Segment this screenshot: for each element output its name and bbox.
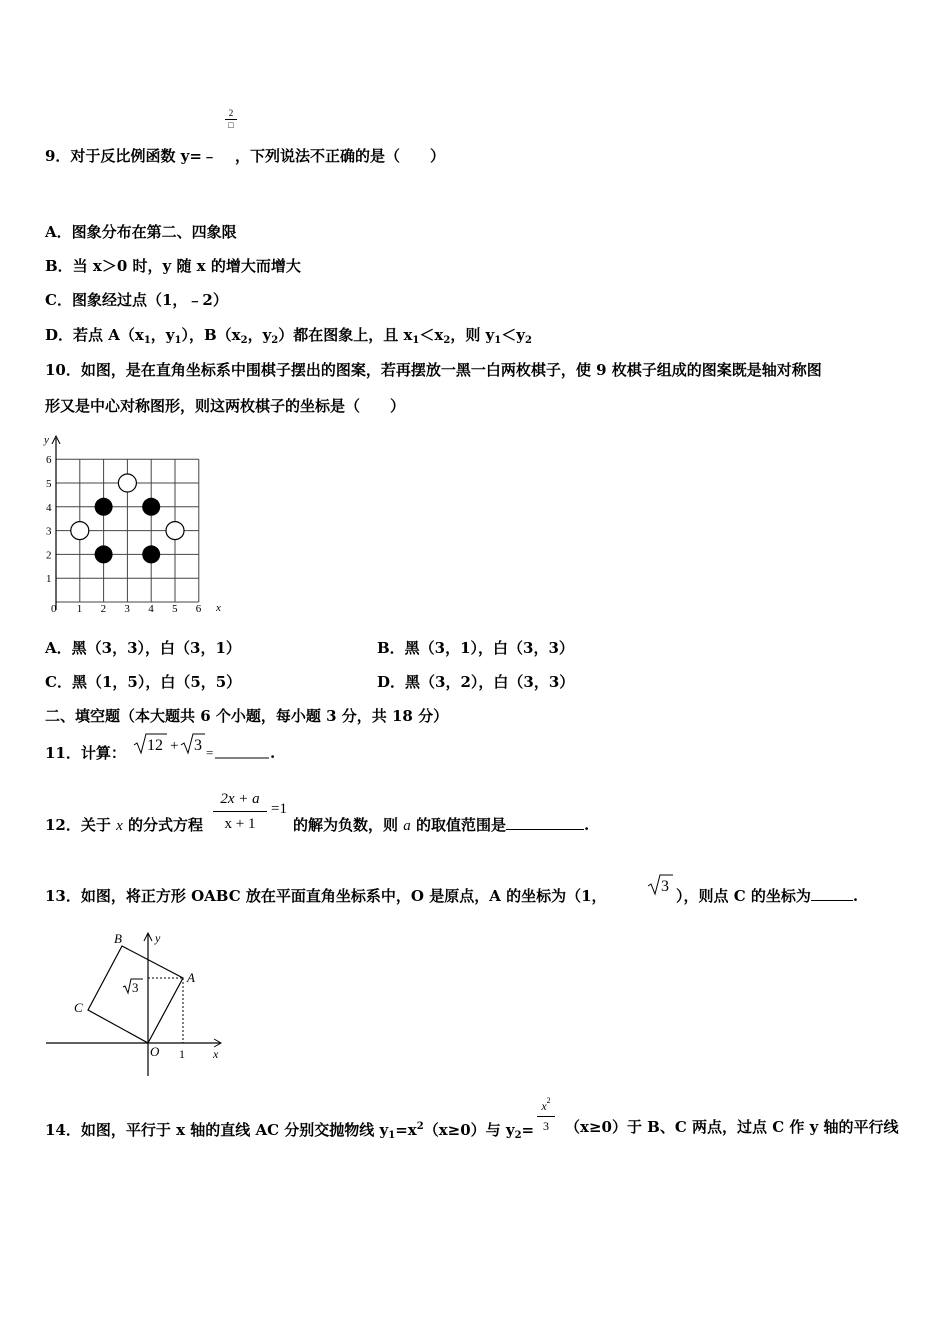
x-tick-label: 2 <box>100 603 107 615</box>
q11-label: 11．计算： <box>45 744 126 762</box>
q11-expression <box>133 731 276 762</box>
svg-text:12: 12 <box>147 737 163 754</box>
svg-text:+: + <box>170 738 179 754</box>
label-c: C <box>74 1000 83 1015</box>
q11 <box>45 743 126 763</box>
label-y: y <box>155 931 161 945</box>
label-x: x <box>213 1047 219 1061</box>
q14-frac-den: 3 <box>543 1119 549 1133</box>
svg-text:3: 3 <box>194 737 202 754</box>
q14: 14．如图，平行于 x 轴的直线 AC 分别交抛物线 $y_1=x^2(x\ge 0)$与 $y_2=$ <box>45 1121 535 1141</box>
q9-option-a: A．图象分布在第二、四象限 <box>45 223 237 241</box>
y-tick-label: 5 <box>46 478 52 490</box>
y-axis-label: y <box>44 434 49 446</box>
q9-stem-a: 9．对于反比例函数 y=﹣ <box>45 147 217 165</box>
label-1: 1 <box>179 1047 185 1061</box>
q9-stem <box>45 146 445 166</box>
q11-end: . <box>270 744 276 762</box>
q13-root <box>647 872 677 898</box>
section2-heading: 二、填空题（本大题共 6 个小题，每小题 3 分，共 18 分） <box>45 707 449 725</box>
y-tick-label: 2 <box>46 549 52 562</box>
q10-line1: 10．如图，是在直角坐标系中围棋子摆出的图案，若再摆放一黑一白两枚棋子，使 9 枚棋子组成的图案既是轴对称图 <box>45 361 822 379</box>
label-a: A <box>187 970 195 985</box>
y-tick-label: 3 <box>46 525 52 538</box>
label-b: B <box>114 931 122 946</box>
x-tick-label: 3 <box>124 603 130 615</box>
q12-frac-num: 2x + a <box>220 791 260 807</box>
q10-option-b: B．黑（3，1），白（3，3） <box>377 639 574 657</box>
q13-rest: ），则点 C 的坐标为 . <box>676 887 859 905</box>
q9-option-c: C．图象经过点（1，﹣2） <box>45 291 228 309</box>
x-axis-label: x <box>216 602 221 614</box>
svg-text:3: 3 <box>132 980 139 995</box>
black-stone <box>142 498 160 516</box>
q14-fraction: $x^2$ 3 <box>537 1093 555 1134</box>
x-tick-label: 5 <box>172 603 178 615</box>
y-tick-label: 1 <box>46 573 52 586</box>
q12: 12．关于 x 的分式方程 <box>45 816 204 834</box>
q9-frac-num: 2 <box>228 108 234 118</box>
black-stone <box>95 498 113 516</box>
q9-stem-b: ，下列说法不正确的是（ ） <box>234 147 445 165</box>
y-tick-label: 6 <box>46 454 52 467</box>
x-tick-label: 1 <box>76 603 83 615</box>
q10-option-c: C．黑（1，5），白（5，5） <box>45 673 242 691</box>
label-o: O <box>150 1044 160 1059</box>
q12-rest: 的解为负数，则 a 的取值范围是 . <box>293 816 590 834</box>
svg-text:3: 3 <box>661 878 669 895</box>
white-stone <box>166 522 184 540</box>
white-stone <box>118 474 136 492</box>
y-tick-label: 4 <box>46 501 52 514</box>
white-stone <box>71 522 89 540</box>
q10-option-d: D．黑（3，2），白（3，3） <box>377 673 575 691</box>
black-stone <box>95 545 113 563</box>
q10-option-a: A．黑（3，3），白（3，1） <box>45 639 241 657</box>
q9-frac-den: □ <box>228 120 234 130</box>
q12-frac-den: x + 1 <box>224 816 256 832</box>
origin-label: 0 <box>51 603 57 615</box>
q10-grid-figure <box>40 432 240 622</box>
q12-eq: =1 <box>271 801 287 817</box>
x-tick-label: 4 <box>148 603 154 615</box>
q14-rest: （x≥0）于 B、C 两点，过点 C 作 y 轴的平行线 <box>565 1118 899 1136</box>
q13: 13．如图，将正方形 OABC 放在平面直角坐标系中，O 是原点，A 的坐标为（1， <box>45 887 607 905</box>
q14-frac-num: x <box>541 1099 547 1113</box>
q12-fraction <box>213 789 267 834</box>
q10-line2: 形又是中心对称图形，则这两枚棋子的坐标是（ ） <box>45 397 406 415</box>
q9-option-b: B．当 x＞0 时，y 随 x 的增大而增大 <box>45 257 301 275</box>
x-tick-label: 6 <box>195 603 202 615</box>
svg-text:=: = <box>206 745 214 760</box>
q13-square-figure <box>44 930 226 1078</box>
q9-option-d: D．若点 $A(x_1$，$y_1$），$B(x_2$，$y_2$）都在图象上，且 $x_1<x_2$，则 $y_1<y_2$ <box>45 326 532 346</box>
q9-fraction <box>225 108 237 131</box>
black-stone <box>142 545 160 563</box>
